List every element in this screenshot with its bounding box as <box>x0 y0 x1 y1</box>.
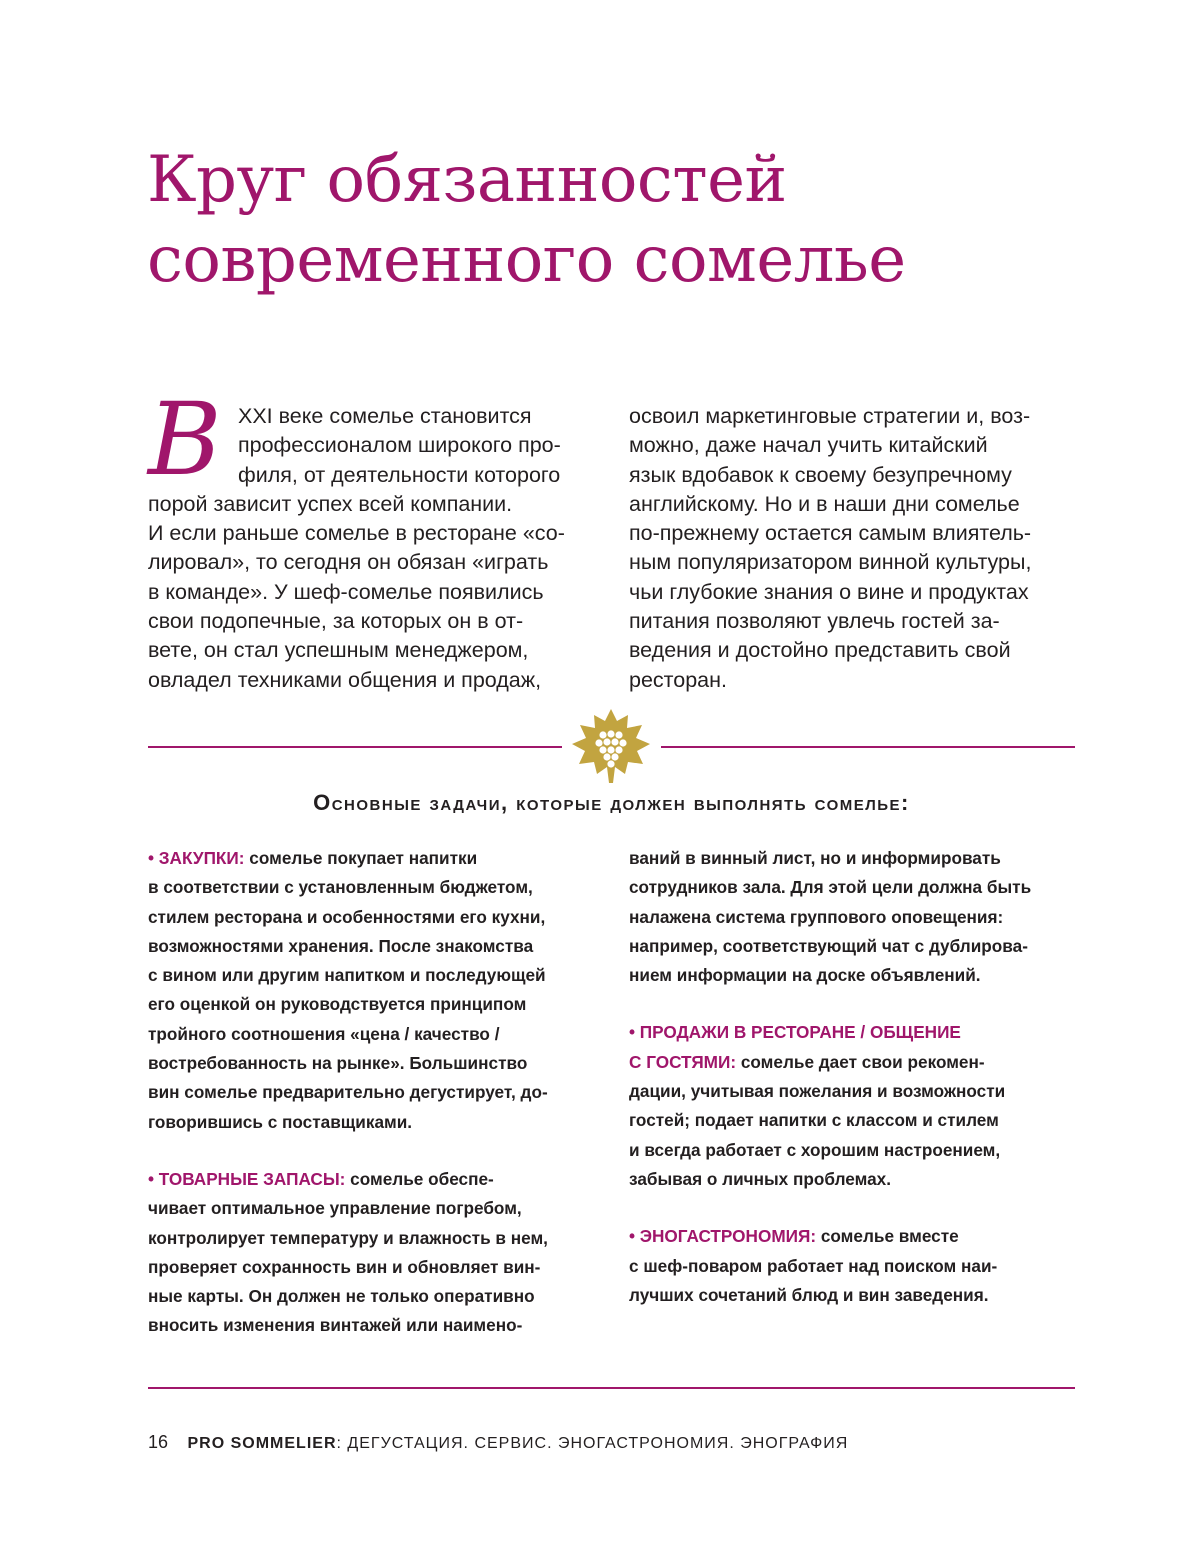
gastronomy-label: • ЭНОГАСТРОНОМИЯ: <box>629 1226 817 1247</box>
sales-label: • ПРОДАЖИ В РЕСТОРАНЕ / ОБЩЕНИЕ <box>629 1022 961 1043</box>
task-text-line: стилем ресторана и особенностями его кухни, <box>148 906 546 927</box>
task-text-line: проверяет сохранность вин и обновляет вин- <box>148 1256 541 1277</box>
task-text-line: и всегда работает с хорошим настроением, <box>629 1139 1001 1160</box>
intro-text-line: ведения и достойно представить свой <box>629 638 1011 663</box>
drop-cap-letter <box>144 396 226 484</box>
task-text-line: забывая о личных проблемах. <box>629 1168 891 1189</box>
task-text-line: говорившись с поставщиками. <box>148 1111 413 1132</box>
intro-text-line: питания позволяют увлечь гостей за- <box>629 609 1000 634</box>
title-line-1: Круг обязанностей <box>147 143 787 217</box>
intro-text-line: вете, он стал успешным менеджером, <box>148 638 529 663</box>
task-text-line: его оценкой он руководствуется принципом <box>148 994 527 1015</box>
gastronomy-first-line: • ЭНОГАСТРОНОМИЯ: сомелье вместе <box>629 1226 959 1247</box>
intro-text-line: овладел техниками общения и продаж, <box>148 667 542 692</box>
grape-leaf-icon <box>570 707 652 785</box>
tasks-right-column <box>629 844 1089 1310</box>
task-text-line: налажена система группового оповещения: <box>629 906 1004 927</box>
task-text-line: ваний в винный лист, но и информировать <box>629 848 1001 868</box>
tasks-left-column <box>148 844 608 1341</box>
intro-text-line: чьи глубокие знания о вине и продуктах <box>629 579 1029 604</box>
task-text-line: нием информации на доске объявлений. <box>629 965 981 986</box>
divider-right <box>661 746 1075 748</box>
intro-text-line: свои подопечные, за которых он в от- <box>148 609 524 634</box>
intro-text-line: освоил маркетинговые стратегии и, воз- <box>629 404 1031 428</box>
intro-text-line: профессионалом широкого про- <box>238 433 561 458</box>
title-line-2: современного сомелье <box>147 223 906 297</box>
intro-text-line: язык вдобавок к своему безупречному <box>629 462 1012 487</box>
task-text-line: с шеф-поваром работает над поиском наи- <box>629 1255 998 1276</box>
page-footer <box>148 1432 848 1453</box>
intro-text-line: по-прежнему остается самым влиятель- <box>629 521 1032 546</box>
task-text-line: вин сомелье предварительно дегустирует, до- <box>148 1082 548 1103</box>
book-brand: PRO SOMMELIER <box>187 1435 337 1452</box>
tasks-heading: Основные задачи, которые должен выполнять сомелье: <box>313 790 910 815</box>
task-text-line: с вином или другим напитком и последующей <box>148 965 546 986</box>
intro-text-line: английскому. Но и в наши дни сомелье <box>629 491 1020 516</box>
intro-text-line: можно, даже начал учить китайский <box>629 433 988 458</box>
intro-left-column <box>148 396 603 695</box>
intro-text-line: филя, от деятельности которого <box>238 462 561 487</box>
task-text-line: возможностями хранения. После знакомства <box>148 935 534 956</box>
task-text-line: ные карты. Он должен не только оперативно <box>148 1286 535 1307</box>
task-text-line: вносить изменения винтажей или наимено- <box>148 1315 523 1336</box>
task-text-line: чивает оптимальное управление погребом, <box>148 1198 522 1219</box>
intro-text-line: порой зависит успех всей компании. <box>148 491 513 516</box>
task-text-line: контролирует температуру и влажность в нем, <box>148 1227 548 1248</box>
intro-text-line: лировал», то сегодня он обязан «играть <box>148 550 549 575</box>
task-text-line: лучших сочетаний блюд и вин заведения. <box>629 1284 989 1305</box>
purchases-label: • ЗАКУПКИ: <box>148 848 245 868</box>
purchases-first-line: • ЗАКУПКИ: сомелье покупает напитки <box>148 848 478 868</box>
sales-label-line <box>629 1018 1089 1047</box>
task-text-line: дации, учитывая пожелания и возможности <box>629 1081 1006 1102</box>
sales-first-line: С ГОСТЯМИ: сомелье дает свои рекомен- <box>629 1051 985 1072</box>
task-text-line: востребованность на рынке». Большинство <box>148 1053 528 1074</box>
task-text-line: тройного соотношения «цена / качество / <box>148 1023 500 1044</box>
footer-divider <box>148 1387 1075 1389</box>
intro-text-line: ресторан. <box>629 667 727 692</box>
task-text-line: гостей; подает напитки с классом и стилем <box>629 1110 999 1131</box>
intro-text-line: в команде». У шеф-сомелье появились <box>148 579 544 604</box>
divider-left <box>148 746 562 748</box>
svg-text:В: В <box>148 396 222 484</box>
intro-text-line: ным популяризатором винной культуры, <box>629 550 1032 575</box>
task-text-line: в соответствии с установленным бюджетом, <box>148 877 533 898</box>
intro-right-column <box>629 402 1079 695</box>
stock-first-line: • ТОВАРНЫЕ ЗАПАСЫ: сомелье обеспе- <box>148 1168 494 1189</box>
stock-label: • ТОВАРНЫЕ ЗАПАСЫ: <box>148 1168 346 1189</box>
intro-text-line: И если раньше сомелье в ресторане «со- <box>148 521 565 546</box>
task-text-line: сотрудников зала. Для этой цели должна быть <box>629 877 1032 898</box>
page-title <box>147 140 906 300</box>
intro-text-line: XXI веке сомелье становится <box>238 404 532 428</box>
task-text-line: например, соответствующий чат с дублирова- <box>629 935 1028 956</box>
book-subtitle: : ДЕГУСТАЦИЯ. СЕРВИС. ЭНОГАСТРОНОМИЯ. ЭНОГРАФИЯ <box>336 1435 849 1452</box>
page-number: 16 <box>148 1432 169 1452</box>
